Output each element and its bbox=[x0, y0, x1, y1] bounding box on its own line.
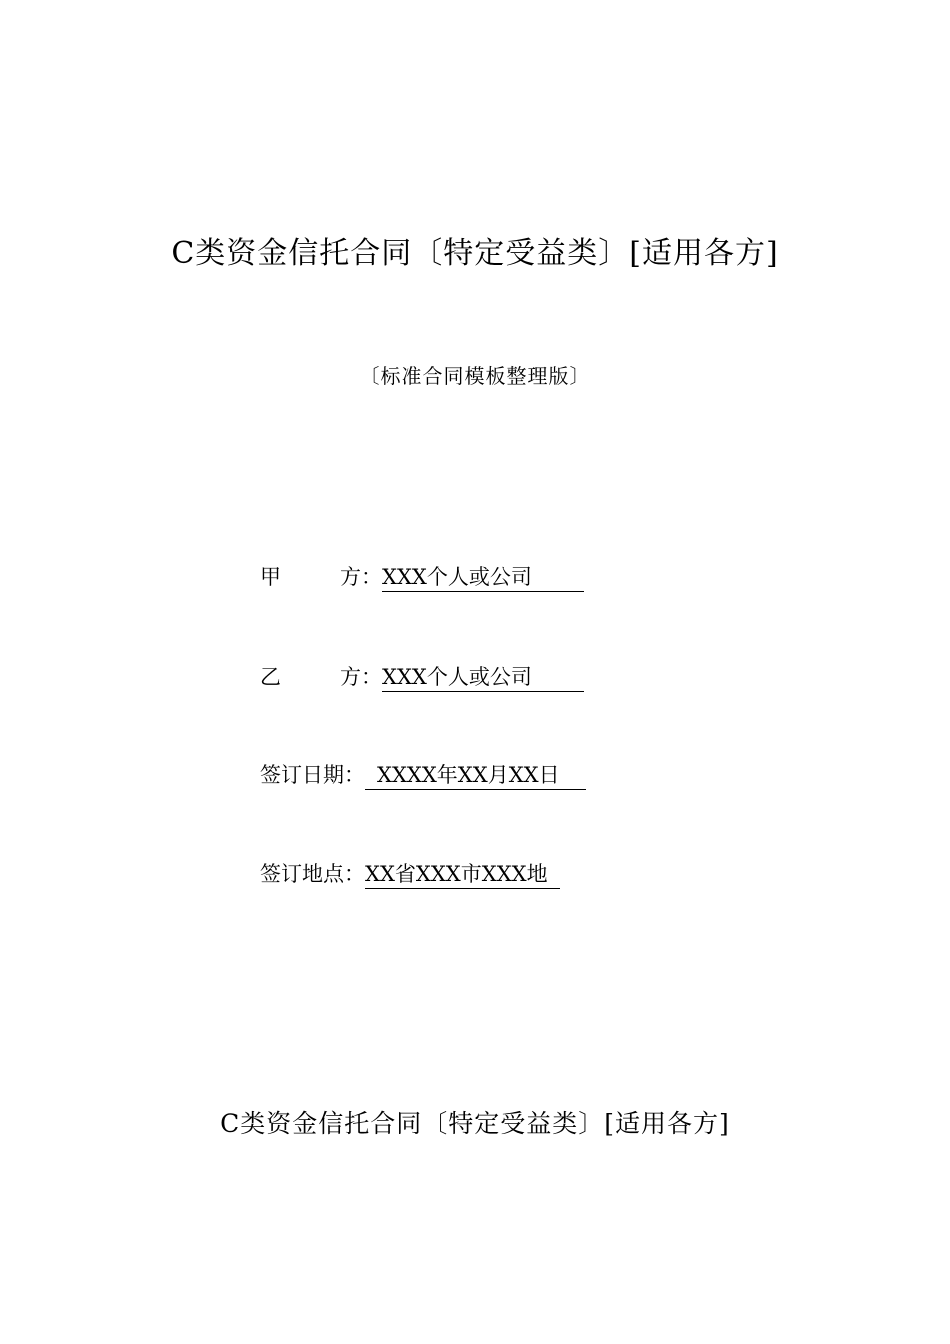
document-subtitle: 〔标准合同模板整理版〕 bbox=[359, 364, 591, 388]
party-b-label bbox=[260, 660, 382, 694]
sign-place-value: XX省XXX市XXX地 bbox=[365, 860, 560, 889]
party-b-row bbox=[260, 660, 584, 694]
party-b-label-first: 乙 bbox=[260, 665, 281, 689]
sign-place-label: 签订地点： bbox=[260, 862, 365, 886]
document-title: C类资金信托合同〔特定受益类〕[适用各方] bbox=[171, 236, 779, 271]
party-b-value: XXX个人或公司 bbox=[382, 663, 584, 692]
party-a-label-last: 方： bbox=[340, 565, 382, 589]
sign-date-row bbox=[260, 758, 586, 792]
sign-place-row bbox=[260, 857, 560, 891]
party-a-value: XXX个人或公司 bbox=[382, 563, 584, 592]
party-b-label-last: 方： bbox=[340, 665, 382, 689]
sign-date-value: XXXX年XX月XX日 bbox=[365, 761, 586, 790]
sign-date-label: 签订日期： bbox=[260, 763, 365, 787]
party-a-label-first: 甲 bbox=[260, 565, 281, 589]
party-a-label bbox=[260, 560, 382, 594]
footer-title: C类资金信托合同〔特定受益类〕[适用各方] bbox=[220, 1109, 730, 1138]
party-a-row bbox=[260, 560, 584, 594]
